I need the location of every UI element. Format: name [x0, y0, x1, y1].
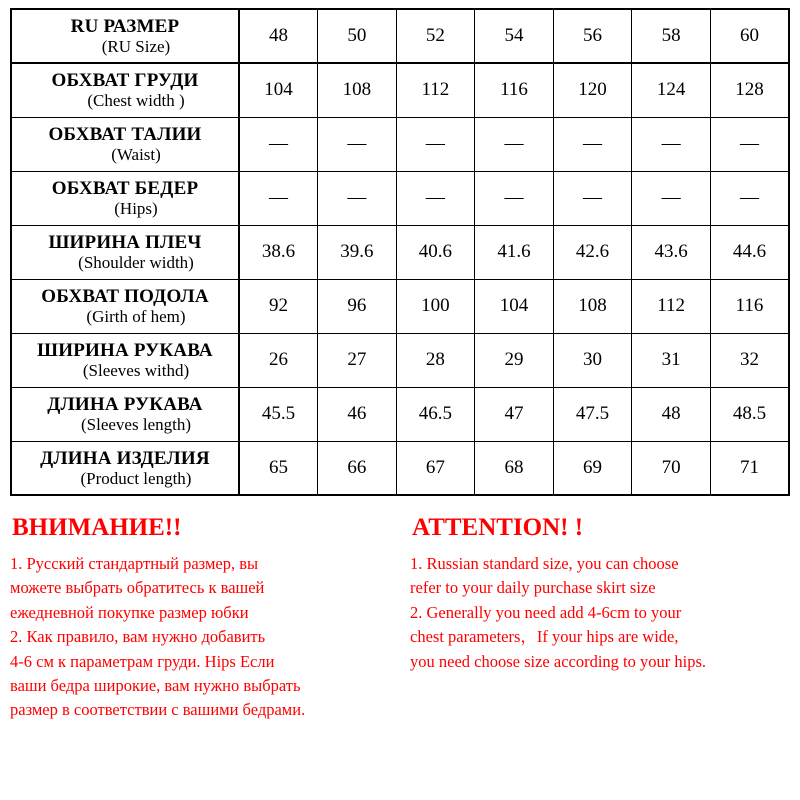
cell: 48.5: [710, 387, 789, 441]
cell: 32: [710, 333, 789, 387]
cell: —: [475, 117, 554, 171]
cell: 46.5: [396, 387, 475, 441]
size-table-body: [11, 9, 789, 495]
cell: 42.6: [553, 225, 632, 279]
table-row: [11, 333, 789, 387]
cell: 47.5: [553, 387, 632, 441]
row-label-hips: ОБХВАТ БЕДЕР (Hips): [11, 171, 239, 225]
cell: 26: [239, 333, 318, 387]
cell: 44.6: [710, 225, 789, 279]
row-label-sleeves-length: ДЛИНА РУКАВА (Sleeves length): [11, 387, 239, 441]
cell: —: [318, 171, 397, 225]
cell: —: [475, 171, 554, 225]
cell: 116: [710, 279, 789, 333]
cell: 120: [553, 63, 632, 117]
cell: —: [632, 117, 711, 171]
attention-line: размер в соответствии с вашими бедрами.: [10, 700, 306, 720]
cell: 47: [475, 387, 554, 441]
row-label-girth-of-hem: ОБХВАТ ПОДОЛА (Girth of hem): [11, 279, 239, 333]
cell: 116: [475, 63, 554, 117]
cell: 112: [632, 279, 711, 333]
attention-title-en: ATTENTION! !: [412, 514, 584, 541]
cell: 52: [396, 9, 475, 63]
cell: 50: [318, 9, 397, 63]
cell: 96: [318, 279, 397, 333]
cell: 58: [632, 9, 711, 63]
cell: 29: [475, 333, 554, 387]
cell: 43.6: [632, 225, 711, 279]
cell: 30: [553, 333, 632, 387]
cell: 66: [318, 441, 397, 495]
cell: —: [553, 171, 632, 225]
cell: 54: [475, 9, 554, 63]
cell: 104: [239, 63, 318, 117]
attention-russian: [10, 514, 400, 723]
cell: 39.6: [318, 225, 397, 279]
cell: —: [553, 117, 632, 171]
row-label-sleeves-width: ШИРИНА РУКАВА (Sleeves withd): [11, 333, 239, 387]
cell: 65: [239, 441, 318, 495]
cell: —: [396, 171, 475, 225]
table-row: [11, 225, 789, 279]
table-row: [11, 117, 789, 171]
table-row: [11, 9, 789, 63]
attention-line: chest parameters，If your hips are wide,: [410, 627, 679, 647]
cell: 56: [553, 9, 632, 63]
cell: 60: [710, 9, 789, 63]
cell: 128: [710, 63, 789, 117]
attention-line: 2. Как правило, вам нужно добавить: [10, 627, 266, 647]
cell: 92: [239, 279, 318, 333]
row-label-ru-size: RU РАЗМЕР (RU Size): [11, 9, 239, 63]
size-table: [10, 8, 790, 496]
attention-title-ru: ВНИМАНИЕ!!: [12, 514, 182, 541]
attention-line: 4-6 см к параметрам груди. Hips Если: [10, 651, 275, 671]
cell: 27: [318, 333, 397, 387]
attention-line: you need choose size according to your hips.: [410, 651, 707, 671]
cell: 45.5: [239, 387, 318, 441]
cell: 124: [632, 63, 711, 117]
cell: —: [396, 117, 475, 171]
attention-line: можете выбрать обратитесь к вашей: [10, 578, 265, 598]
attention-line: 1. Russian standard size, you can choose: [410, 554, 679, 573]
table-row: [11, 387, 789, 441]
attention-line: ваши бедра широкие, вам нужно выбрать: [10, 676, 301, 696]
cell: 70: [632, 441, 711, 495]
cell: 68: [475, 441, 554, 495]
cell: —: [632, 171, 711, 225]
cell: 104: [475, 279, 554, 333]
attention-line: 1. Русский стандартный размер, вы: [10, 554, 259, 573]
attention-line: 2. Generally you need add 4-6cm to your: [410, 602, 682, 622]
cell: 108: [553, 279, 632, 333]
cell: —: [318, 117, 397, 171]
cell: 71: [710, 441, 789, 495]
cell: 48: [632, 387, 711, 441]
attention-line: refer to your daily purchase skirt size: [410, 578, 656, 598]
table-row: [11, 63, 789, 117]
row-label-waist: ОБХВАТ ТАЛИИ (Waist): [11, 117, 239, 171]
attention-line: ежедневной покупке размер юбки: [10, 602, 249, 622]
cell: 46: [318, 387, 397, 441]
cell: —: [710, 171, 789, 225]
cell: 108: [318, 63, 397, 117]
cell: 48: [239, 9, 318, 63]
table-row: [11, 171, 789, 225]
attention-english: [400, 514, 790, 723]
cell: 41.6: [475, 225, 554, 279]
row-label-chest-width: ОБХВАТ ГРУДИ (Chest width ): [11, 63, 239, 117]
cell: 38.6: [239, 225, 318, 279]
attention-section: [10, 514, 790, 723]
cell: —: [239, 171, 318, 225]
cell: 69: [553, 441, 632, 495]
cell: 31: [632, 333, 711, 387]
cell: 67: [396, 441, 475, 495]
cell: 112: [396, 63, 475, 117]
cell: 28: [396, 333, 475, 387]
cell: —: [239, 117, 318, 171]
cell: 40.6: [396, 225, 475, 279]
table-row: [11, 441, 789, 495]
cell: —: [710, 117, 789, 171]
cell: 100: [396, 279, 475, 333]
row-label-shoulder-width: ШИРИНА ПЛЕЧ (Shoulder width): [11, 225, 239, 279]
table-row: [11, 279, 789, 333]
row-label-product-length: ДЛИНА ИЗДЕЛИЯ (Product length): [11, 441, 239, 495]
